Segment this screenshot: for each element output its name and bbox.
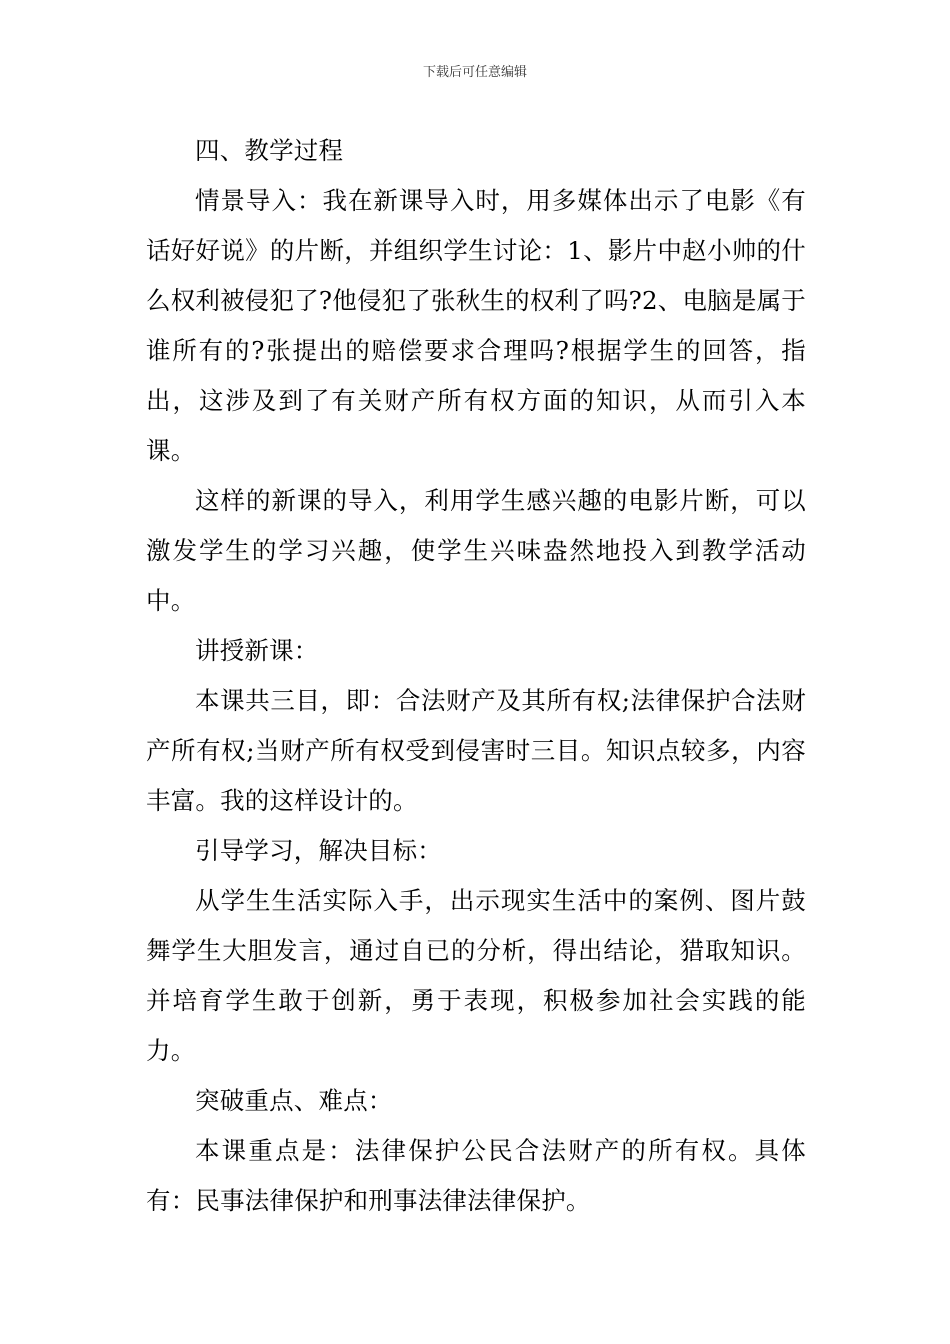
- section-heading: 四、教学过程: [195, 136, 344, 165]
- page-header: 下载后可任意编辑: [422, 65, 527, 80]
- subheading-key-points: 突破重点、难点：: [195, 1086, 393, 1115]
- paragraph-lesson-content: 本课共三目，即：合法财产及其所有权;法律保护合法财产所有权;当财产所有权受到侵害时三目。知识点较多，内容丰富。我的这样设计的。: [146, 686, 806, 815]
- paragraph-introduction-purpose: 这样的新课的导入，利用学生感兴趣的电影片断，可以激发学生的学习兴趣，使学生兴味盎然地投入到教学活动中。: [146, 486, 806, 615]
- subheading-new-lesson: 讲授新课：: [195, 636, 319, 665]
- subheading-guided-learning: 引导学习，解决目标：: [195, 836, 442, 865]
- paragraph-key-points: 本课重点是：法律保护公民合法财产的所有权。具体有：民事法律保护和刑事法律法律保护。: [146, 1136, 806, 1215]
- paragraph-guided-learning: 从学生生活实际入手，出示现实生活中的案例、图片鼓舞学生大胆发言，通过自已的分析，得出结论，猎取知识。并培育学生敢于创新，勇于表现，积极参加社会实践的能力。: [146, 886, 806, 1065]
- document-body: [146, 126, 806, 1226]
- paragraph-introduction: 情景导入：我在新课导入时，用多媒体出示了电影《有话好好说》的片断，并组织学生讨论：1、影片中赵小帅的什么权利被侵犯了?他侵犯了张秋生的权利了吗?2、电脑是属于谁所有的?张提出的赔偿要求合理吗?根据学生的回答，指出，这涉及到了有关财产所有权方面的知识，从而引入本课。: [146, 186, 806, 465]
